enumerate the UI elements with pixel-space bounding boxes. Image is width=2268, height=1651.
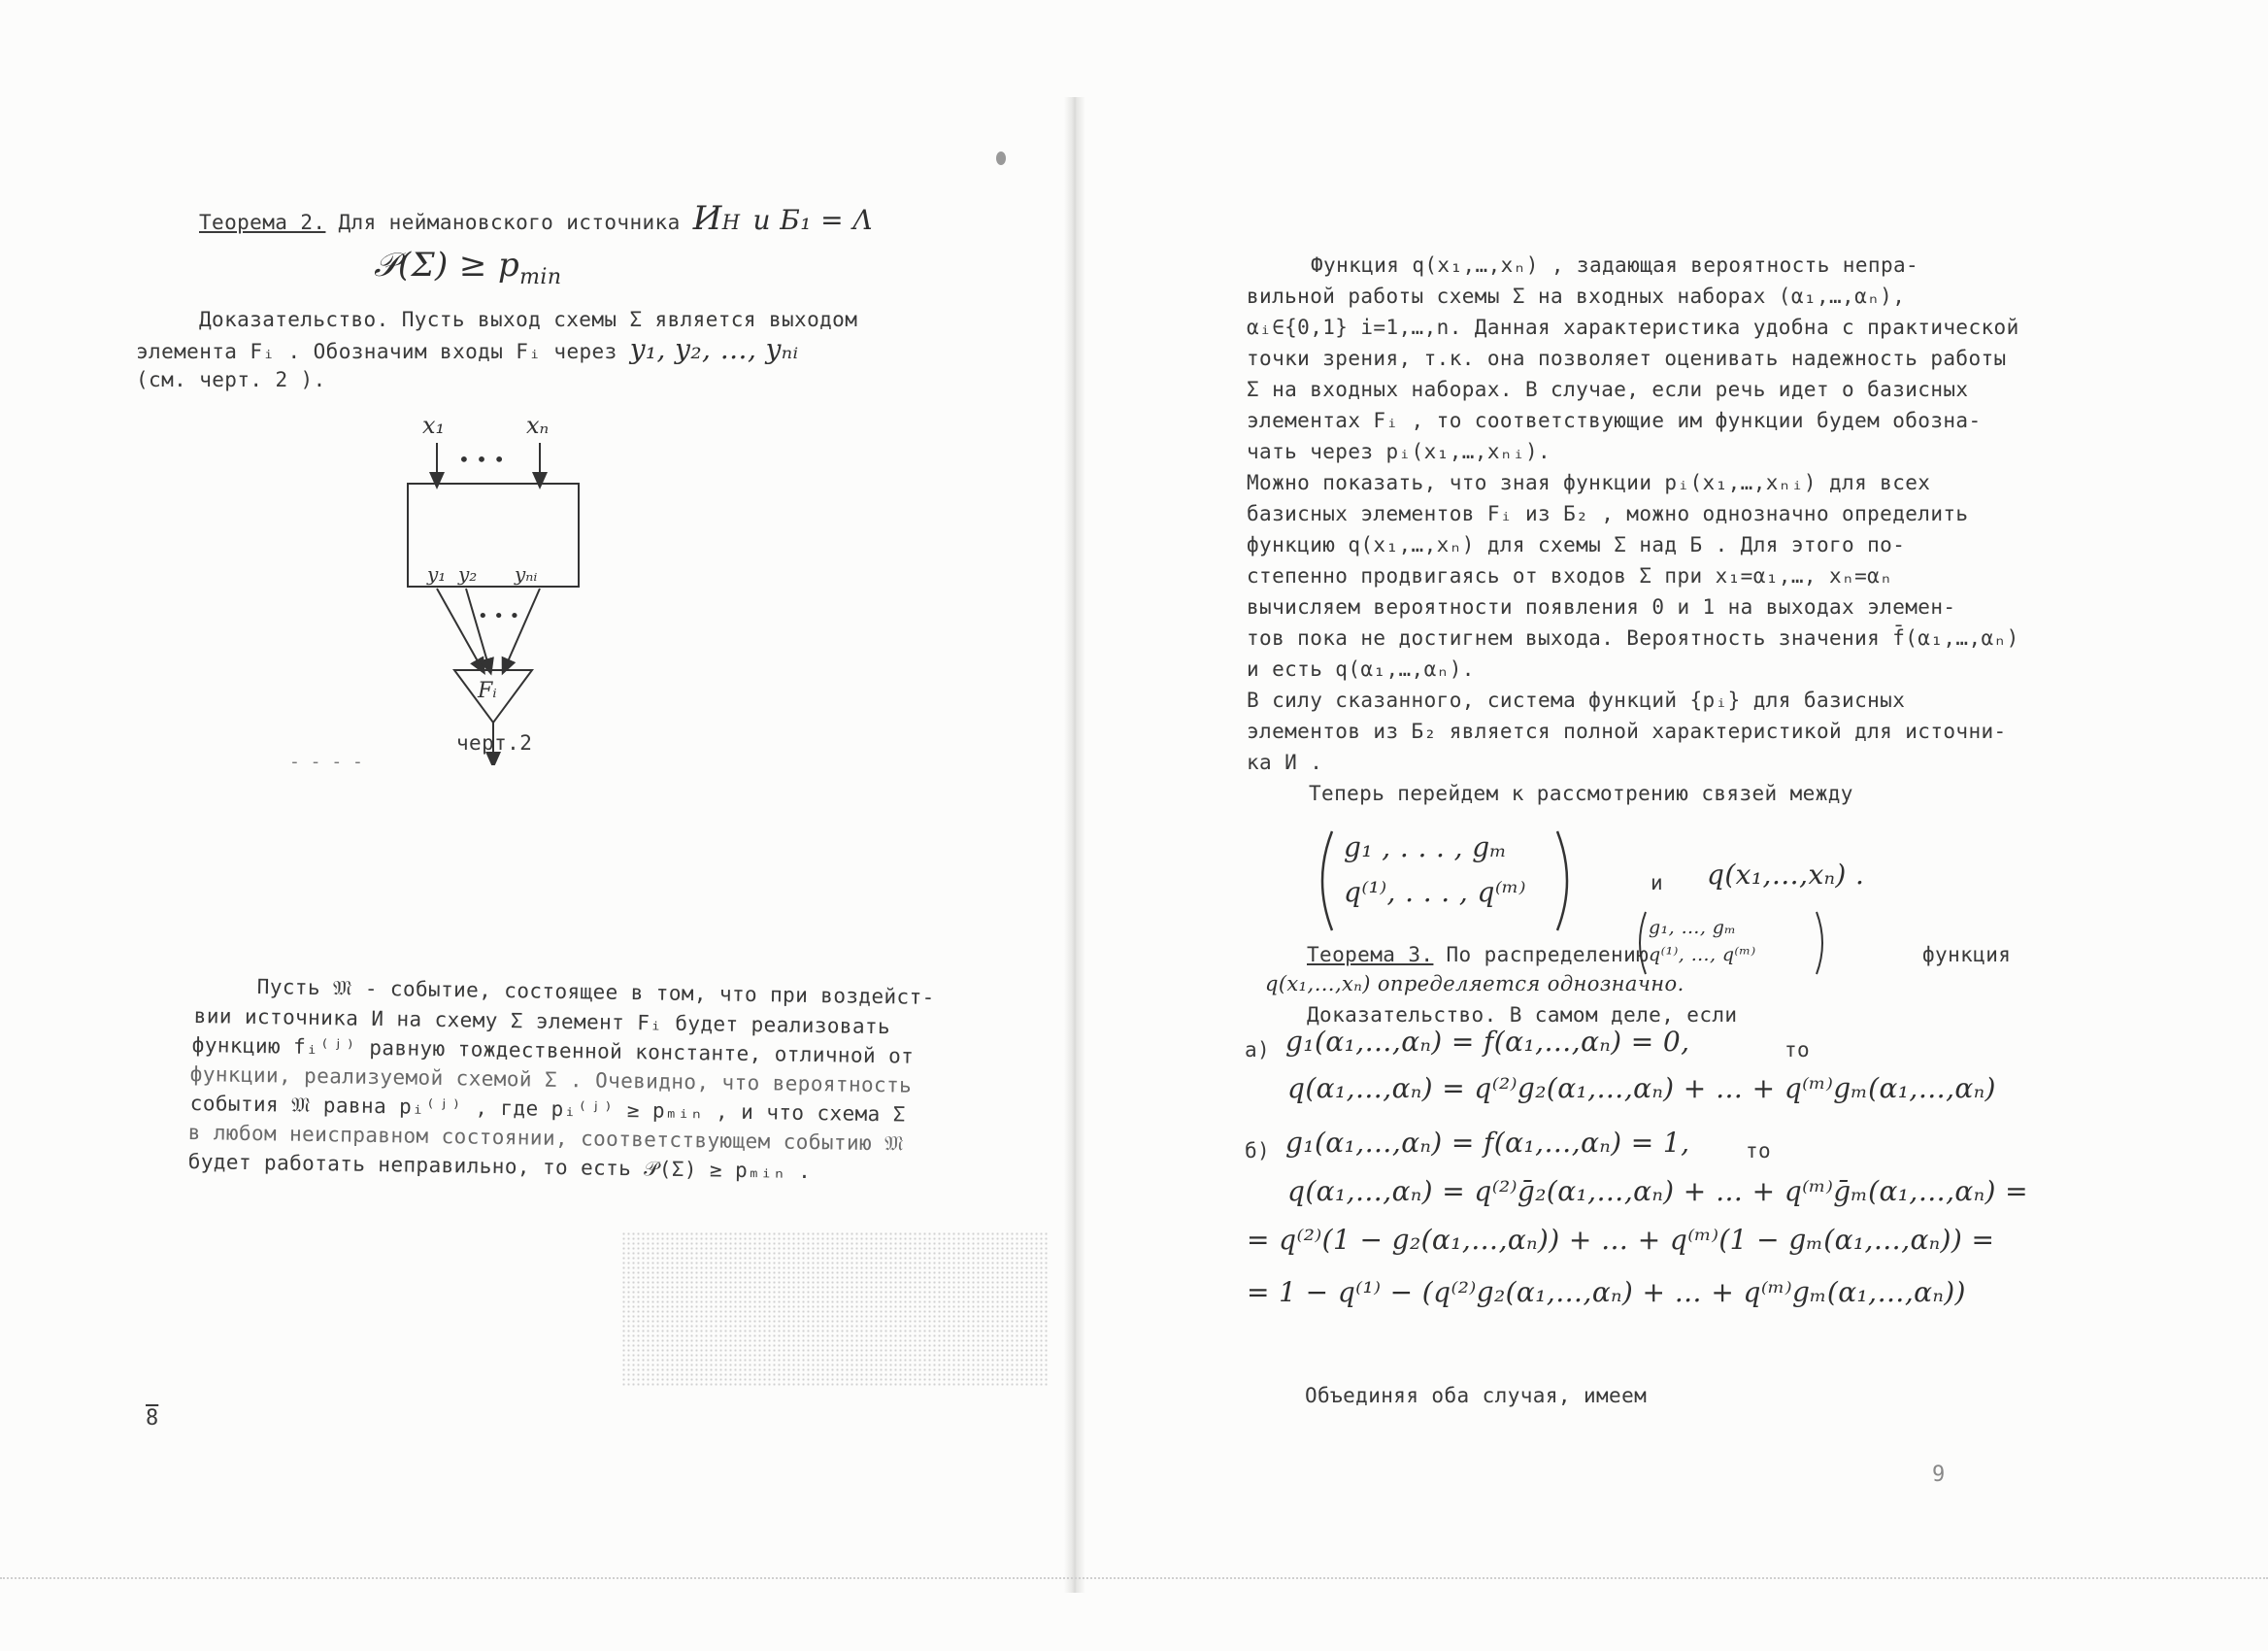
theorem3-small-matrix xyxy=(1633,909,1837,977)
func-line-6: элементах Fᵢ , то соответствующие им функции будем обозна- xyxy=(1247,409,1982,432)
matrix-and: и xyxy=(1651,871,1664,894)
matrix-row-2: q⁽¹⁾, . . . , q⁽ᵐ⁾ xyxy=(1344,876,1526,908)
circuit-diagram xyxy=(369,406,621,765)
func-line-9: базисных элементов Fᵢ из Б₂ , можно однозначно определить xyxy=(1247,502,1969,525)
proof-line-1: Доказательство. Пусть выход схемы Σ является выходом xyxy=(199,308,858,331)
diagram-mid-dots: • • • xyxy=(478,606,520,626)
case-a-label: а) xyxy=(1245,1038,1271,1061)
theorem2-label: Теорема 2. xyxy=(199,211,326,234)
case-b-then: то xyxy=(1746,1139,1772,1162)
small-matrix-row-1: g₁, …, gₘ xyxy=(1649,917,1737,938)
diagram-x1: x₁ xyxy=(422,412,446,439)
func-line-7: чать через pᵢ(x₁,…,xₙᵢ). xyxy=(1247,440,1551,463)
func-line-8: Можно показать, что зная функции pᵢ(x₁,…,xₙᵢ) для всех xyxy=(1247,471,1931,494)
page-number-left: 8 xyxy=(146,1406,159,1431)
theorem3-text2: функция xyxy=(1922,943,2012,966)
para-line-5: события 𝔐 равна pᵢ⁽ʲ⁾ , где pᵢ⁽ʲ⁾ ≥ pₘᵢₙ , и что схема Σ xyxy=(189,1091,906,1127)
para-line-6: в любом неисправном состоянии, соответствующем событию 𝔐 xyxy=(187,1120,904,1156)
ink-speck xyxy=(996,152,1006,165)
bottom-edge xyxy=(0,1577,2268,1581)
diagram-y1: y₁ xyxy=(427,562,447,586)
func-line-4: точки зрения, т.к. она позволяет оценивать надежность работы xyxy=(1247,347,2007,370)
proof3-line: Доказательство. В самом деле, если xyxy=(1307,1003,1738,1027)
theorem2-source: И xyxy=(692,199,722,238)
theorem3-line2: q(x₁,…,xₙ) определяется однозначно. xyxy=(1265,972,1684,995)
diagram-yn: yₙᵢ xyxy=(515,562,538,586)
photocopy-shading xyxy=(621,1231,1049,1387)
case-b-eq-2: = q⁽²⁾(1 − g₂(α₁,…,αₙ)) + … + q⁽ᵐ⁾(1 − gₘ(α₁,…,αₙ)) = xyxy=(1247,1224,1995,1256)
diagram-top-dots: • • • xyxy=(458,448,506,471)
inputs-handwritten: y₁, y₂, …, yₙᵢ xyxy=(629,333,799,365)
func-line-10: функцию q(x₁,…,xₙ) для схемы Σ над Б . Для этого по- xyxy=(1247,533,1906,556)
small-matrix-row-2: q⁽¹⁾, …, q⁽ᵐ⁾ xyxy=(1649,944,1756,965)
right-page xyxy=(1076,0,2268,1593)
theorem3-line xyxy=(1307,942,1649,967)
diagram-element: Fᵢ xyxy=(478,679,497,703)
matrix-left-paren xyxy=(1309,827,1338,934)
para-line-7: будет работать неправильно, то есть 𝒫(Σ) ≥ pₘᵢₙ . xyxy=(187,1149,812,1184)
wire-n xyxy=(505,589,540,668)
theorem2-text: Для неймановского источника xyxy=(338,211,681,234)
proof-line-2-text: элемента Fᵢ . Обозначим входы Fᵢ через xyxy=(136,340,617,363)
case-b-eq-3: = 1 − q⁽¹⁾ − (q⁽²⁾g₂(α₁,…,αₙ) + … + q⁽ᵐ⁾gₘ(α₁,…,αₙ)) xyxy=(1247,1276,1966,1308)
func-line-12: вычисляем вероятности появления 0 и 1 на выходах элемен- xyxy=(1247,595,1956,619)
theorem2-condition: и Б₁ = Λ xyxy=(752,204,873,236)
theorem3-label: Теорема 3. xyxy=(1307,943,1434,966)
theorem3-text: По распределению xyxy=(1446,943,1650,966)
case-a: g₁(α₁,…,αₙ) = f(α₁,…,αₙ) = 0, xyxy=(1285,1026,1690,1058)
func-line-11: степенно продвигаясь от входов Σ при x₁=α₁,…, xₙ=αₙ xyxy=(1247,564,1893,588)
func-line-17: ка И . xyxy=(1247,751,1323,774)
main-formula-sub: min xyxy=(519,264,562,289)
theorem2-heading xyxy=(199,199,873,238)
case-a-eq: q(α₁,…,αₙ) = q⁽²⁾g₂(α₁,…,αₙ) + … + q⁽ᵐ⁾gₘ(α₁,…,αₙ) xyxy=(1287,1072,1996,1104)
func-line-16: элементов из Б₂ является полной характеристикой для источни- xyxy=(1247,720,2007,743)
func-line-14: и есть q(α₁,…,αₙ). xyxy=(1247,657,1475,681)
matrix-q: q(x₁,…,xₙ) . xyxy=(1707,859,1865,891)
wire-1 xyxy=(437,589,482,668)
para-line-4: функции, реализуемой схемой Σ . Очевидно, что вероятность xyxy=(189,1061,913,1097)
dash-line: - - - - xyxy=(289,752,363,772)
combine-line: Объединяя оба случая, имеем xyxy=(1305,1384,1648,1407)
matrix-row-1: g₁ , . . . , gₘ xyxy=(1344,831,1508,863)
func-line-2: вильной работы схемы Σ на входных наборах (α₁,…,αₙ), xyxy=(1247,285,1906,308)
func-line-5: Σ на входных наборах. В случае, если речь идет о базисных xyxy=(1247,378,1969,401)
para-line-1: Пусть 𝔐 - событие, состоящее в том, что при воздейст- xyxy=(256,974,935,1009)
diagram-y2: y₂ xyxy=(458,562,478,586)
proof-line-2 xyxy=(136,333,799,365)
small-matrix-left-paren xyxy=(1633,909,1649,977)
matrix-right-paren xyxy=(1551,827,1581,934)
func-line-3: αᵢ∈{0,1} i=1,…,n. Данная характеристика удобна с практической xyxy=(1247,316,2019,339)
case-a-then: то xyxy=(1784,1038,1811,1061)
figure-caption: черт.2 xyxy=(456,731,533,755)
transition-line: Теперь перейдем к рассмотрению связей между xyxy=(1309,782,1853,805)
proof-line-3: (см. черт. 2 ). xyxy=(136,368,326,391)
func-line-15: В силу сказанного, система функций {pᵢ} для базисных xyxy=(1247,689,1906,712)
theorem2-source-sub: Н xyxy=(721,211,741,234)
para-line-3: функцию fᵢ⁽ʲ⁾ равную тождественной константе, отличной от xyxy=(191,1032,915,1068)
case-b: g₁(α₁,…,αₙ) = f(α₁,…,αₙ) = 1, xyxy=(1285,1127,1690,1159)
para-line-2: вии источника И на схему Σ элемент Fᵢ будет реализовать xyxy=(193,1003,891,1039)
small-matrix-right-paren xyxy=(1814,909,1829,977)
page-number-right: 9 xyxy=(1932,1463,1946,1487)
diagram-xn: xₙ xyxy=(526,412,550,439)
func-line-1: Функция q(x₁,…,xₙ) , задающая вероятность непра- xyxy=(1311,253,1919,277)
main-formula xyxy=(374,246,562,290)
wire-2 xyxy=(466,589,489,668)
left-page xyxy=(0,0,1068,1593)
case-b-label: б) xyxy=(1245,1139,1271,1162)
case-b-eq-1: q(α₁,…,αₙ) = q⁽²⁾ḡ₂(α₁,…,αₙ) + … + q⁽ᵐ⁾ḡₘ(α₁,…,αₙ) = xyxy=(1287,1175,2028,1207)
func-line-13: тов пока не достигнем выхода. Вероятность значения f̄(α₁,…,αₙ) xyxy=(1247,626,2019,650)
main-formula-text: 𝒫(Σ) ≥ p xyxy=(374,246,520,285)
